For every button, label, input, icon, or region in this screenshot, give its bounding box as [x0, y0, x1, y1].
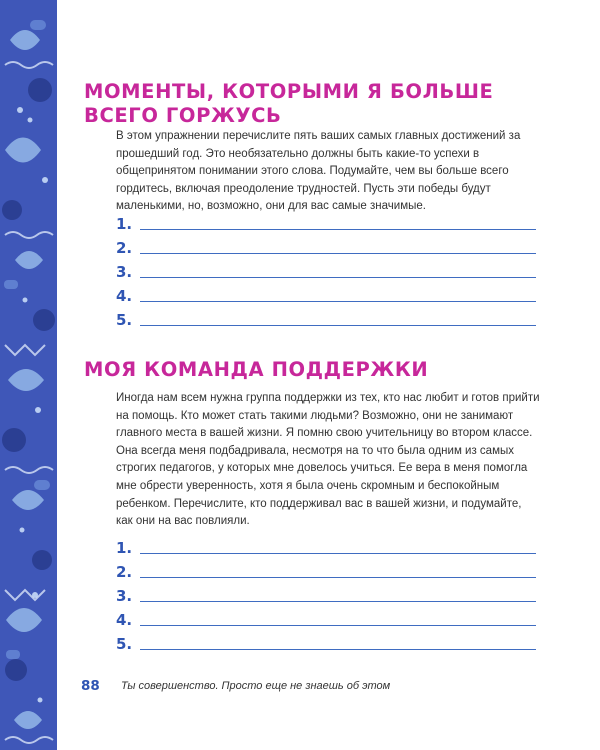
support-team-list [116, 536, 546, 656]
item-number: 2. [116, 239, 133, 257]
list-item [116, 632, 546, 656]
list-item [116, 608, 546, 632]
section-title-support-team: МОЯ КОМАНДА ПОДДЕРЖКИ [84, 358, 429, 381]
item-number: 4. [116, 287, 133, 305]
list-item [116, 212, 546, 236]
decorative-side-strip [0, 0, 57, 750]
list-item [116, 284, 546, 308]
item-number: 5. [116, 635, 133, 653]
achievements-list [116, 212, 546, 332]
list-item [116, 560, 546, 584]
running-book-title: Ты совершенство. Просто еще не знаешь об этом [121, 680, 391, 692]
list-item [116, 536, 546, 560]
write-in-line[interactable] [140, 553, 536, 554]
page-number: 88 [81, 678, 100, 694]
list-item [116, 308, 546, 332]
item-number: 3. [116, 587, 133, 605]
section-title-proud-moments: МОМЕНТЫ, КОТОРЫМИ Я БОЛЬШЕ ВСЕГО ГОРЖУСЬ [84, 80, 494, 127]
floral-pattern-icon [0, 0, 57, 750]
list-item [116, 236, 546, 260]
write-in-line[interactable] [140, 625, 536, 626]
section-paragraph-support-team: Иногда нам всем нужна группа поддержки из тех, кто нас любит и готов прийти на помощь. Кто может стать такими людьми? Возможно, они не занимают главного места в вашей жизни. Я помню свою учительницу во втором классе. Она всегда меня подбадривала, несмотря на то что была одним из самых строгих педагогов, у которых мне довелось учиться. Ее вера в меня помогла мне обрести уверенность, хотя я была очень скромным и беспокойным ребенком. Перечислите, кто поддерживал вас в вашей жизни, и подумайте, как они на вас повлияли. [116, 392, 540, 528]
write-in-line[interactable] [140, 277, 536, 278]
item-number: 1. [116, 215, 133, 233]
write-in-line[interactable] [140, 253, 536, 254]
write-in-line[interactable] [140, 229, 536, 230]
write-in-line[interactable] [140, 601, 536, 602]
item-number: 1. [116, 539, 133, 557]
item-number: 3. [116, 263, 133, 281]
section-paragraph-proud-moments: В этом упражнении перечислите пять ваших самых главных достижений за прошедший год. Это необязательно должны быть какие-то успехи в общепринятом понимании этого слова. Подумайте, чем вы больше всего гордитесь, включая преодоление трудностей. Пусть эти победы будут маленькими, но, возможно, они для вас самые значимые. [116, 130, 521, 213]
list-item [116, 260, 546, 284]
write-in-line[interactable] [140, 577, 536, 578]
write-in-line[interactable] [140, 649, 536, 650]
item-number: 2. [116, 563, 133, 581]
write-in-line[interactable] [140, 325, 536, 326]
item-number: 5. [116, 311, 133, 329]
page [57, 0, 600, 750]
write-in-line[interactable] [140, 301, 536, 302]
item-number: 4. [116, 611, 133, 629]
list-item [116, 584, 546, 608]
